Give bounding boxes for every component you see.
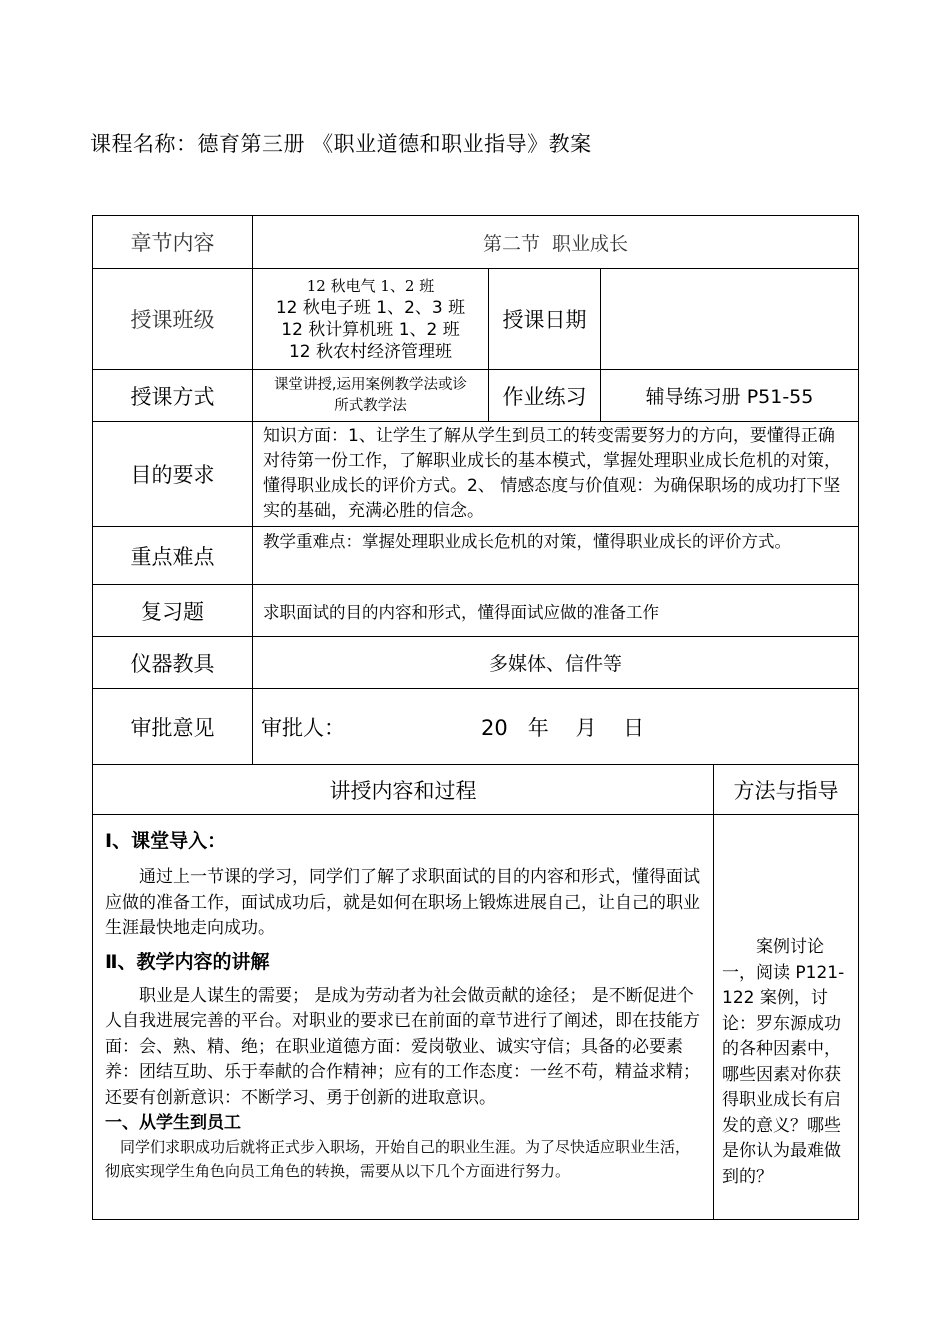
subsection-text: 同学们求职成功后就将正式步入职场，开始自己的职业生涯。为了尽快适应职业生活，彻底实现学生角色向员工角色的转换，需要从以下几个方面进行努力。: [105, 1138, 691, 1180]
method-guidance: 案例讨论一，阅读 P121-122 案例，讨论：罗东源成功的各种因素中，哪些因素对你获得职业成长有启发的意义？哪些是你认为最难做到的？: [714, 815, 859, 1220]
focus-row: [93, 527, 859, 585]
goal-row: [93, 422, 859, 527]
review-value: 求职面试的目的内容和形式，懂得面试应做的准备工作: [253, 585, 859, 637]
approval-row: [93, 689, 859, 765]
date-value: [601, 269, 859, 370]
class-item: 12 秋农村经济管理班: [288, 342, 453, 362]
goal-value: 知识方面：1、让学生了解从学生到员工的转变需要努力的方向，要懂得正确对待第一份工作，了解职业成长的基本模式，掌握处理职业成长危机的对策，懂得职业成长的评价方式。2、 情感态度与价值观：为确保职场的成功打下坚实的基础，充满必胜的信念。: [253, 422, 859, 527]
class-label: 授课班级: [93, 269, 253, 370]
process-header-main: 讲授内容和过程: [93, 765, 714, 815]
method-value: 课堂讲授,运用案例教学法或诊所式教学法: [253, 370, 489, 422]
tools-row: [93, 637, 859, 689]
lesson-plan-table: [92, 215, 859, 1220]
section-content-title: Ⅱ、教学内容的讲解: [105, 950, 270, 973]
tools-value: 多媒体、信件等: [253, 637, 859, 689]
review-label: 复习题: [93, 585, 253, 637]
class-list: [253, 269, 489, 370]
date-label: 授课日期: [489, 269, 601, 370]
goal-label: 目的要求: [93, 422, 253, 527]
tools-label: 仪器教具: [93, 637, 253, 689]
section-intro-title: Ⅰ、课堂导入：: [105, 830, 227, 852]
focus-label: 重点难点: [93, 527, 253, 585]
method-label: 授课方式: [93, 370, 253, 422]
chapter-row: [93, 216, 859, 269]
class-item: 12 秋电气 1、2 班: [306, 277, 435, 295]
method-row: [93, 370, 859, 422]
review-row: [93, 585, 859, 637]
chapter-value: 第二节 职业成长: [253, 216, 859, 269]
class-row: [93, 269, 859, 370]
process-body-row: [93, 815, 859, 1220]
process-content: [93, 815, 714, 1220]
subsection-title: 一、从学生到员工: [105, 1113, 241, 1133]
process-header-row: [93, 765, 859, 815]
approval-label: 审批意见: [93, 689, 253, 765]
homework-value: 辅导练习册 P51-55: [601, 370, 859, 422]
section-content-text: 职业是人谋生的需要； 是成为劳动者为社会做贡献的途径； 是不断促进个人自我进展完善的平台。对职业的要求已在前面的章节进行了阐述，即在技能方面：会、熟、精、绝；在职业道德方面：爱岗敬业、诚实守信；具备的必要素养：团结互助、乐于奉献的合作精神；应有的工作态度：一丝不苟，精益求精；还要有创新意识：不断学习、勇于创新的进取意识。: [105, 985, 700, 1108]
class-item: 12 秋计算机班 1、2 班: [281, 320, 460, 340]
document-title: 课程名称：德育第三册 《职业道德和职业指导》教案: [90, 132, 592, 156]
approval-date: 20 年 月 日: [481, 715, 645, 740]
approver-label: 审批人：: [261, 715, 345, 740]
class-item: 12 秋电子班 1、2、3 班: [275, 298, 466, 318]
chapter-label: 章节内容: [93, 216, 253, 269]
section-intro-text: 通过上一节课的学习，同学们了解了求职面试的目的内容和形式，懂得面试应做的准备工作，面试成功后，就是如何在职场上锻炼进展自己，让自己的职业生涯最快地走向成功。: [105, 867, 700, 938]
focus-value: 教学重难点：掌握处理职业成长危机的对策，懂得职业成长的评价方式。: [253, 527, 859, 585]
process-header-side: 方法与指导: [714, 765, 859, 815]
approval-cell: [253, 689, 859, 765]
homework-label: 作业练习: [489, 370, 601, 422]
